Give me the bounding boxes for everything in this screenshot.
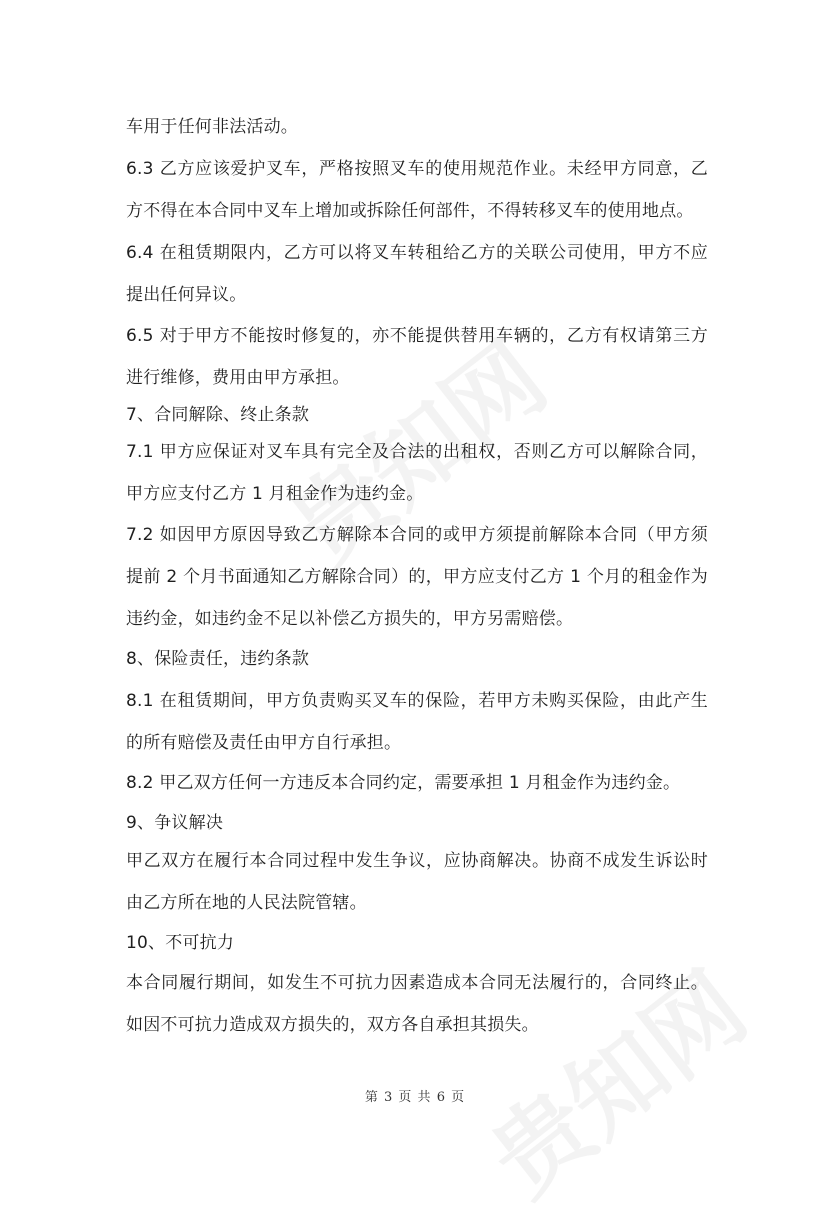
paragraph: 7.1 甲方应保证对叉车具有完全及合法的出租权，否则乙方可以解除合同，甲方应支付乙方 1 月租金作为违约金。 bbox=[126, 442, 708, 504]
section-heading: 7、合同解除、终止条款 bbox=[126, 405, 310, 425]
paragraph: 7.2 如因甲方原因导致乙方解除本合同的或甲方须提前解除本合同（甲方须提前 2 个月书面通知乙方解除合同）的，甲方应支付乙方 1 个月的租金作为违约金，如违约金不足以补偿乙方损失的，甲方另需赔偿。 bbox=[126, 525, 708, 629]
paragraph: 车用于任何非法活动。 bbox=[126, 117, 298, 137]
paragraph: 8.2 甲乙双方任何一方违反本合同约定，需要承担 1 月租金作为违约金。 bbox=[126, 773, 681, 793]
section-heading: 9、争议解决 bbox=[126, 813, 224, 833]
section-heading: 8、保险责任，违约条款 bbox=[126, 649, 310, 669]
paragraph: 8.1 在租赁期间，甲方负责购买叉车的保险，若甲方未购买保险，由此产生的所有赔偿及责任由甲方自行承担。 bbox=[126, 691, 708, 753]
paragraph: 本合同履行期间，如发生不可抗力因素造成本合同无法履行的，合同终止。如因不可抗力造成双方损失的，双方各自承担其损失。 bbox=[126, 973, 708, 1035]
section-heading: 10、不可抗力 bbox=[126, 933, 235, 953]
paragraph: 甲乙双方在履行本合同过程中发生争议，应协商解决。协商不成发生诉讼时由乙方所在地的人民法院管辖。 bbox=[126, 851, 708, 913]
page-footer: 第 3 页 共 6 页 bbox=[364, 1090, 466, 1105]
paragraph: 6.5 对于甲方不能按时修复的，亦不能提供替用车辆的，乙方有权请第三方进行维修，费用由甲方承担。 bbox=[126, 326, 708, 388]
paragraph: 6.4 在租赁期限内，乙方可以将叉车转租给乙方的关联公司使用，甲方不应提出任何异议。 bbox=[126, 243, 708, 305]
paragraph: 6.3 乙方应该爱护叉车，严格按照叉车的使用规范作业。未经甲方同意，乙方不得在本合同中叉车上增加或拆除任何部件，不得转移叉车的使用地点。 bbox=[126, 159, 708, 221]
